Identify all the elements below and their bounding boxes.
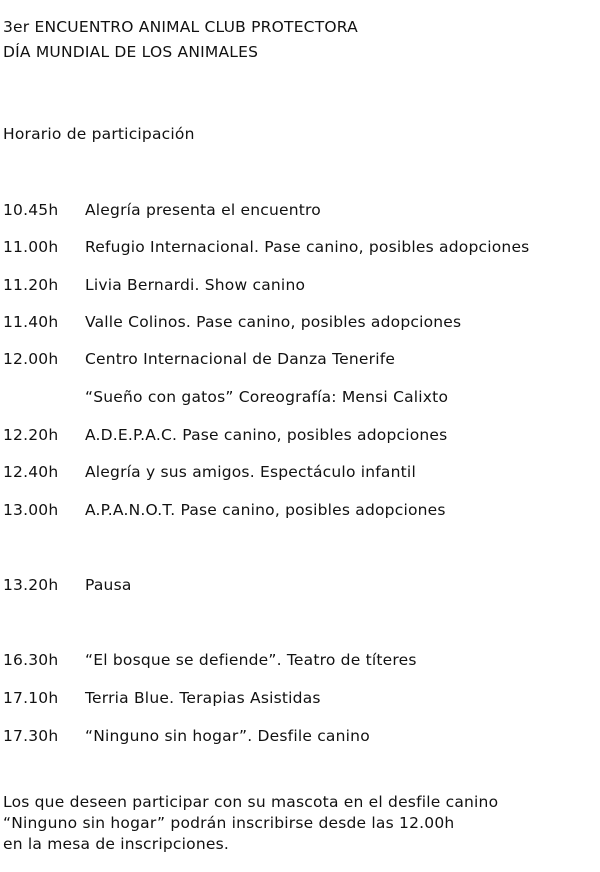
schedule-row <box>3 239 529 257</box>
schedule-event: Pausa <box>85 576 132 594</box>
schedule-row <box>3 277 305 295</box>
schedule-event: Refugio Internacional. Pase canino, posibles adopciones <box>85 238 530 256</box>
schedule-time: 16.30h <box>3 651 59 669</box>
schedule-event: Valle Colinos. Pase canino, posibles adopciones <box>85 313 462 331</box>
schedule-row <box>3 728 370 746</box>
schedule-row <box>3 690 321 708</box>
schedule-row <box>3 314 461 332</box>
schedule-event: Livia Bernardi. Show canino <box>85 276 306 294</box>
schedule-event: “Sueño con gatos” Coreografía: Mensi Calixto <box>85 388 449 406</box>
schedule-time: 12.40h <box>3 463 59 481</box>
schedule-time: 17.10h <box>3 689 59 707</box>
schedule-event: Alegría y sus amigos. Espectáculo infantil <box>85 463 416 481</box>
schedule-time: 13.20h <box>3 576 59 594</box>
schedule-event: Centro Internacional de Danza Tenerife <box>85 350 396 368</box>
schedule-time: 17.30h <box>3 727 59 745</box>
schedule-event: Terria Blue. Terapias Asistidas <box>85 689 321 707</box>
schedule-row <box>3 389 448 407</box>
note-line: “Ninguno sin hogar” podrán inscribirse desde las 12.00h <box>3 814 455 832</box>
schedule-event: “Ninguno sin hogar”. Desfile canino <box>85 727 370 745</box>
registration-note <box>3 792 498 855</box>
schedule-row <box>3 202 321 220</box>
schedule-row <box>3 502 446 520</box>
schedule-event: “El bosque se defiende”. Teatro de títeres <box>85 651 417 669</box>
event-subtitle: DÍA MUNDIAL DE LOS ANIMALES <box>3 43 259 61</box>
schedule-row <box>3 351 395 369</box>
schedule-time: 12.20h <box>3 426 59 444</box>
event-title: 3er ENCUENTRO ANIMAL CLUB PROTECTORA <box>3 18 358 36</box>
schedule-event: A.P.A.N.O.T. Pase canino, posibles adopciones <box>85 501 446 519</box>
schedule-row <box>3 464 416 482</box>
schedule-event: Alegría presenta el encuentro <box>85 201 321 219</box>
schedule-time: 11.00h <box>3 238 59 256</box>
schedule-time: 11.40h <box>3 313 59 331</box>
note-line: Los que deseen participar con su mascota en el desfile canino <box>3 793 499 811</box>
schedule-event: A.D.E.P.A.C. Pase canino, posibles adopciones <box>85 426 448 444</box>
schedule-row <box>3 577 132 595</box>
note-line: en la mesa de inscripciones. <box>3 835 229 853</box>
schedule-time: 12.00h <box>3 350 59 368</box>
schedule-row <box>3 652 417 670</box>
schedule-time: 11.20h <box>3 276 59 294</box>
section-heading: Horario de participación <box>3 125 195 143</box>
schedule-row <box>3 427 447 445</box>
schedule-time: 10.45h <box>3 201 59 219</box>
schedule-time: 13.00h <box>3 501 59 519</box>
